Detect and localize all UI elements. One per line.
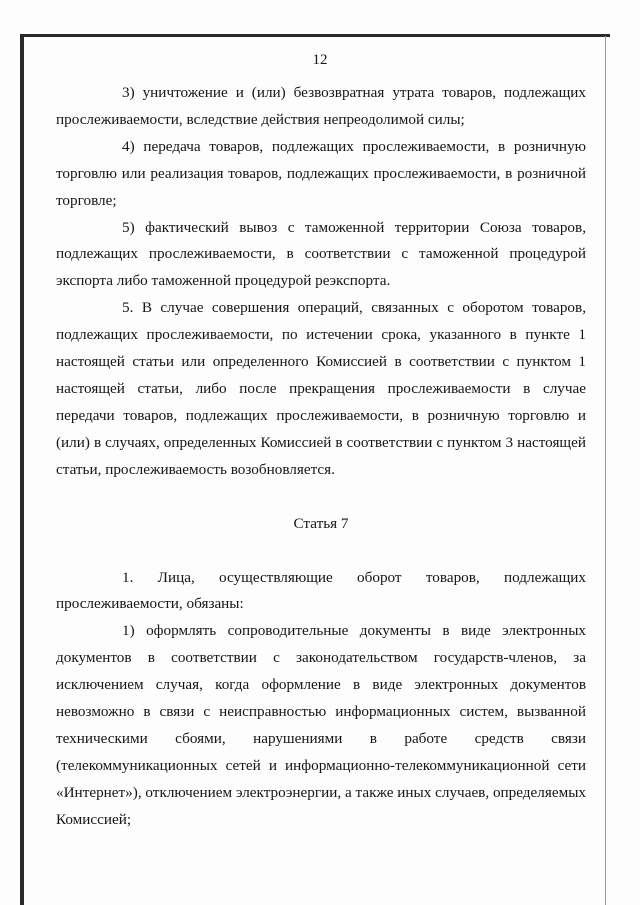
paragraph-clause-5: 5. В случае совершения операций, связанных с оборотом товаров, подлежащих прослеживаемости, по истечении срока, указанного в пункте 1 настоящей статьи или определенного Комиссией в соответствии с пунктом 1 настоящей статьи, либо после прекращения прослеживаемости в случае передачи товаров, подлежащих прослеживаемости, в розничную торговлю и (или) в случаях, определенных Комиссией в соответствии с пунктом 3 настоящей статьи, прослеживаемость возобновляется. [56, 299, 586, 478]
paragraph-item-5: 5) фактический вывоз с таможенной территории Союза товаров, подлежащих прослеживаемости, в соответствии с таможенной процедурой экспорта либо таможенной процедурой реэкспорта. [56, 218, 586, 290]
page-border-top [22, 34, 610, 37]
paragraph-item-3: 3) уничтожение и (или) безвозвратная утрата товаров, подлежащих прослеживаемости, вследствие действия непреодолимой силы; [56, 84, 586, 128]
article-heading: Статья 7 [293, 514, 349, 532]
paragraph-subitem-1: 1) оформлять сопроводительные документы в виде электронных документов в соответствии с законодательством государств-членов, за исключением случая, когда оформление в виде электронных документов невозможно в связи с неисправностью информационных систем, вызванной техническими сбоями, нарушениями в работе средств связи (телекоммуникационных сетей и информационно-телекоммуникационной сети «Интернет»), отключением электроэнергии, а также иных случаев, определяемых Комиссией; [56, 622, 586, 828]
paragraph-item-4: 4) передача товаров, подлежащих прослеживаемости, в розничную торговлю или реализация товаров, подлежащих прослеживаемости, в розничной торговле; [56, 137, 586, 209]
page-border-left [20, 34, 24, 905]
paragraph-clause-1: 1. Лица, осуществляющие оборот товаров, подлежащих прослеживаемости, обязаны: [56, 568, 586, 613]
page-border-right [605, 36, 606, 905]
document-body [56, 80, 586, 834]
page-number: 12 [312, 52, 328, 68]
